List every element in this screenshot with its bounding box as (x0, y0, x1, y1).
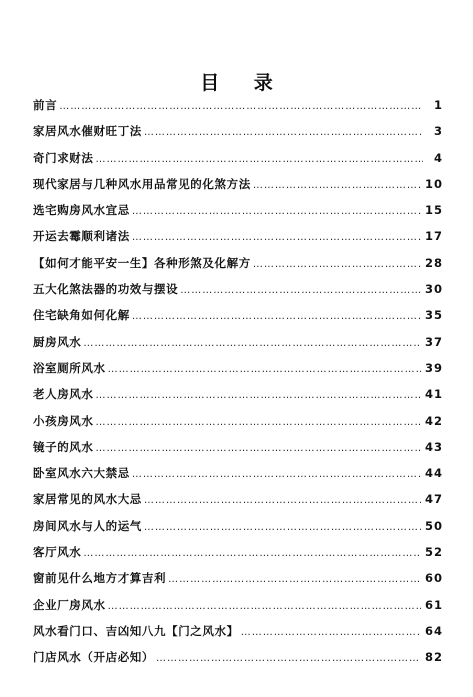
toc-entry[interactable] (33, 465, 443, 491)
toc-entry-title: 镜子的风水 (33, 439, 94, 454)
toc-entry[interactable] (33, 544, 443, 570)
toc-entry[interactable] (33, 360, 443, 386)
toc-entry[interactable] (33, 334, 443, 360)
toc-entry[interactable] (33, 597, 443, 623)
toc-entry-page-number: 3 (433, 124, 443, 139)
toc-entry-title: 小孩房风水 (33, 413, 94, 428)
toc-entry-page-number: 52 (424, 545, 443, 560)
toc-entry-page-number: 41 (424, 387, 443, 402)
page-title: 目 录 (200, 72, 287, 94)
dot-leader (241, 627, 421, 638)
dot-leader (180, 285, 421, 296)
toc-entry[interactable] (33, 386, 443, 412)
toc-entry-page-number: 47 (424, 492, 443, 507)
toc-entry-title: 家居风水催财旺丁法 (33, 124, 142, 139)
dot-leader (59, 101, 423, 112)
toc-entry-page-number: 10 (424, 176, 443, 191)
dot-leader (96, 154, 424, 165)
toc-entry-page-number: 15 (424, 203, 443, 218)
toc-entry[interactable] (33, 623, 443, 649)
dot-leader (156, 653, 421, 664)
dot-leader (132, 232, 421, 243)
toc-entry-title: 家居常见的风水大忌 (33, 492, 142, 507)
toc-entry[interactable] (33, 123, 443, 149)
toc-entry[interactable] (33, 413, 443, 439)
toc-entry-title: 窗前见什么地方才算吉利 (33, 571, 167, 586)
toc-entry[interactable] (33, 649, 443, 675)
toc-entry-page-number: 17 (424, 229, 443, 244)
dot-leader (108, 364, 421, 375)
toc-entry-page-number: 30 (424, 282, 443, 297)
table-of-contents (33, 97, 443, 676)
toc-entry-page-number: 39 (424, 360, 443, 375)
toc-entry-title: 浴室厕所风水 (33, 360, 106, 375)
toc-entry[interactable] (33, 176, 443, 202)
toc-entry[interactable] (33, 439, 443, 465)
toc-entry-title: 老人房风水 (33, 387, 94, 402)
toc-entry-title: 厨房风水 (33, 334, 82, 349)
dot-leader (144, 127, 423, 138)
dot-leader (96, 417, 421, 428)
toc-entry-page-number: 61 (424, 597, 443, 612)
dot-leader (144, 522, 421, 533)
dot-leader (253, 259, 421, 270)
toc-entry-page-number: 50 (424, 518, 443, 533)
dot-leader (168, 574, 421, 585)
toc-entry[interactable] (33, 281, 443, 307)
toc-entry-title: 企业厂房风水 (33, 597, 106, 612)
dot-leader (96, 390, 421, 401)
toc-entry-page-number: 37 (424, 334, 443, 349)
toc-entry-page-number: 42 (424, 413, 443, 428)
toc-entry-page-number: 82 (424, 650, 443, 665)
toc-entry-title: 选宅购房风水宜忌 (33, 203, 130, 218)
toc-entry-page-number: 1 (433, 98, 443, 112)
toc-entry[interactable] (33, 97, 443, 123)
dot-leader (83, 338, 421, 349)
toc-entry-page-number: 44 (424, 466, 443, 481)
toc-entry-page-number: 35 (424, 308, 443, 323)
toc-entry-title: 房间风水与人的运气 (33, 518, 142, 533)
dot-leader (96, 443, 421, 454)
toc-entry[interactable] (33, 307, 443, 333)
toc-entry-title: 住宅缺角如何化解 (33, 308, 130, 323)
toc-entry-page-number: 60 (424, 571, 443, 586)
dot-leader (253, 180, 421, 191)
dot-leader (83, 548, 421, 559)
toc-entry[interactable] (33, 570, 443, 596)
toc-entry-page-number: 64 (424, 623, 443, 638)
dot-leader (132, 311, 421, 322)
toc-entry-title: 开运去霉顺利诸法 (33, 229, 130, 244)
toc-entry[interactable] (33, 228, 443, 254)
toc-entry[interactable] (33, 202, 443, 228)
toc-entry[interactable] (33, 150, 443, 176)
toc-entry-page-number: 28 (424, 255, 443, 270)
toc-entry[interactable] (33, 255, 443, 281)
dot-leader (144, 495, 421, 506)
dot-leader (132, 469, 421, 480)
toc-entry-title: 风水看门口、吉凶知八九【门之风水】 (33, 623, 239, 638)
toc-entry[interactable] (33, 491, 443, 517)
toc-entry-title: 客厅风水 (33, 545, 82, 560)
dot-leader (108, 601, 421, 612)
toc-entry-title: 【如何才能平安一生】各种形煞及化解方 (33, 255, 251, 270)
toc-entry-page-number: 43 (424, 439, 443, 454)
toc-entry-title: 卧室风水六大禁忌 (33, 466, 130, 481)
toc-entry[interactable] (33, 518, 443, 544)
toc-entry-title: 五大化煞法器的功效与摆设 (33, 282, 179, 297)
dot-leader (132, 206, 421, 217)
toc-entry-title: 奇门求财法 (33, 150, 94, 165)
toc-entry-title: 门店风水（开店必知） (33, 650, 154, 665)
toc-entry-title: 前言 (33, 98, 58, 112)
toc-entry-title: 现代家居与几种风水用品常见的化煞方法 (33, 176, 251, 191)
toc-entry-page-number: 4 (433, 150, 443, 165)
